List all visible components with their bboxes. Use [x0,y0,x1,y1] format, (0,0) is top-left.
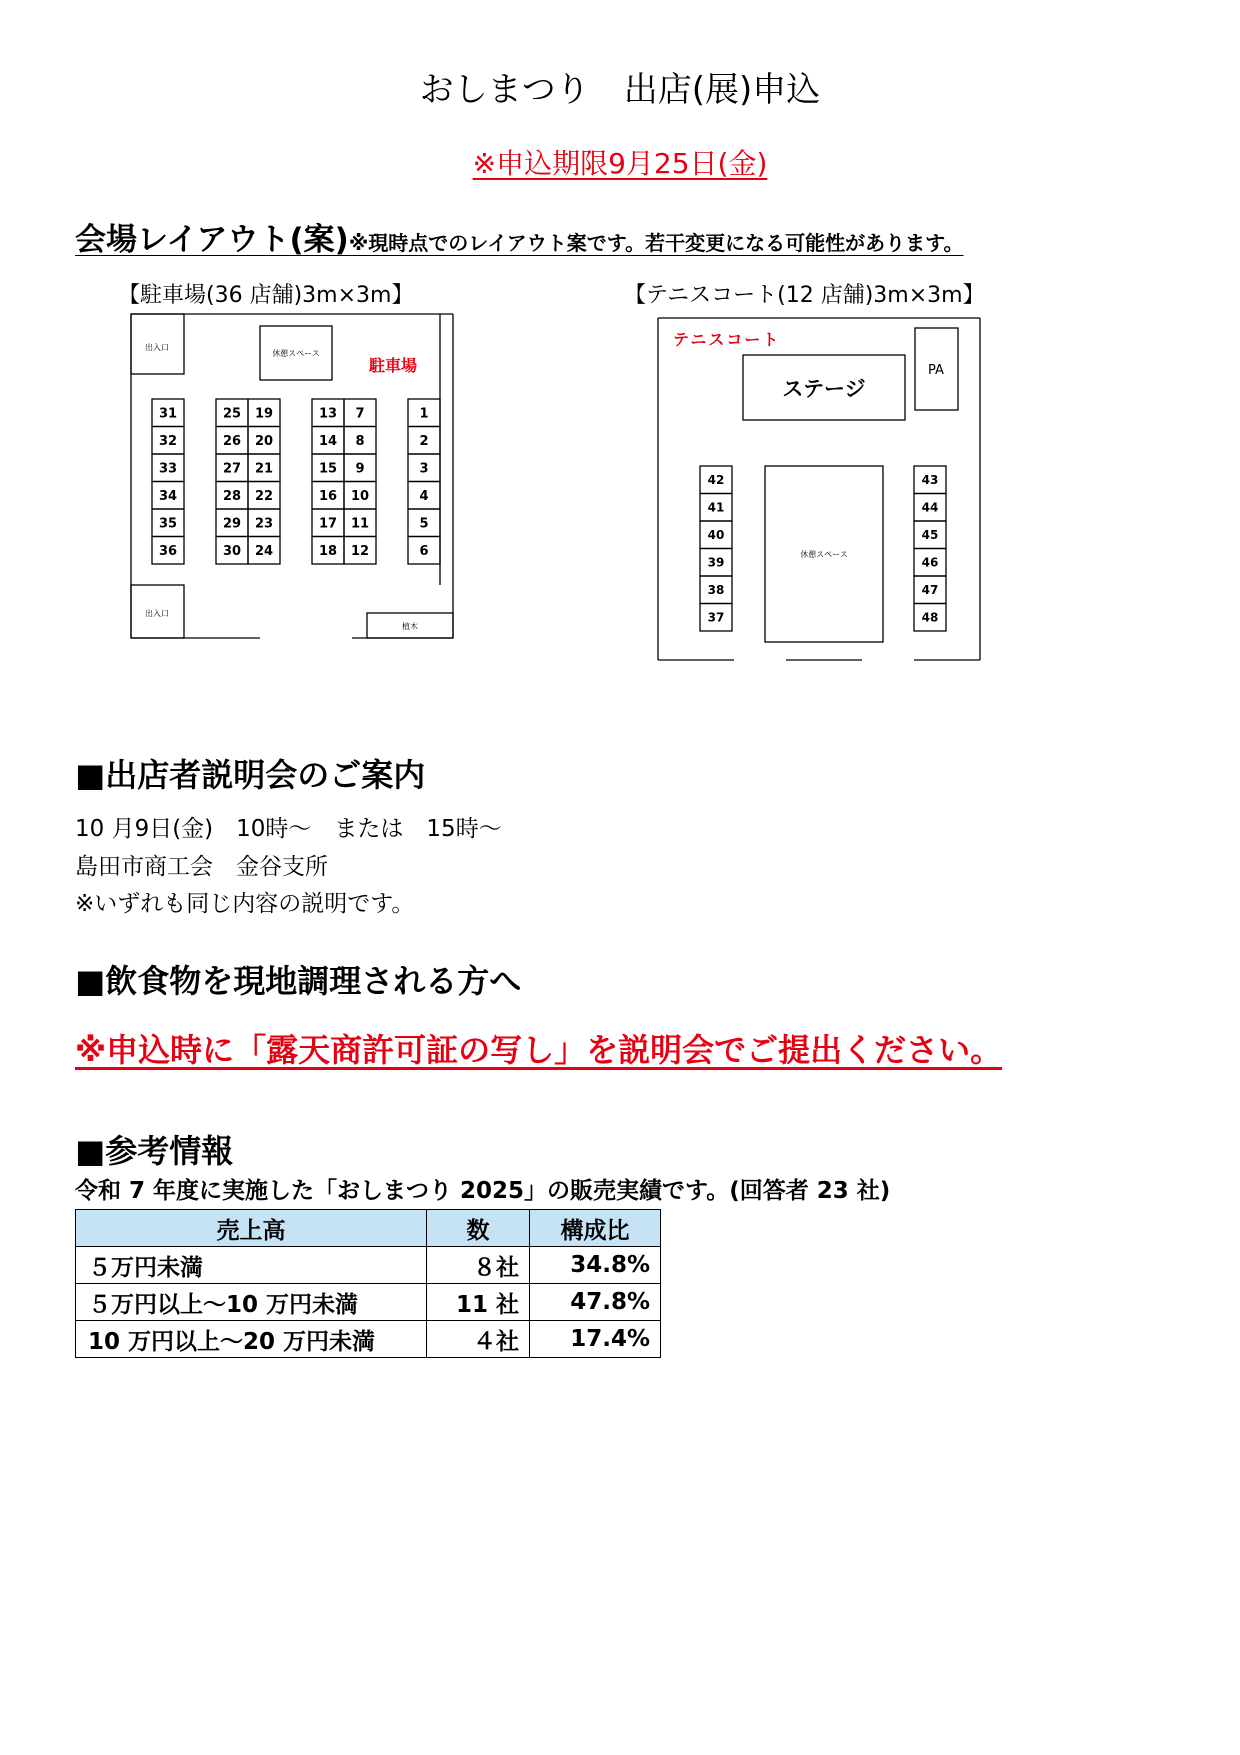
stall-number: 17 [318,516,338,532]
stall-number: 24 [254,543,274,559]
parking-entrance-bottom: 出入口 [145,609,169,618]
stall-number: 21 [254,461,274,477]
briefing-location: 島田市商工会 金谷支所 [75,854,328,880]
page-title: おしまつり 出店(展)申込 [419,70,821,110]
stall-number: 10 [350,488,370,504]
parking-area-label: 駐車場 [368,356,418,375]
stall-number: 16 [318,488,338,504]
stall-number: 20 [254,433,274,449]
stall-number: 1 [419,406,429,422]
row-count: ４社 [427,1321,530,1358]
stall-number: 26 [222,433,242,449]
stall-number: 25 [222,406,242,422]
tennis-area-label: テニスコート [673,330,781,349]
parking-plants: 植木 [402,622,418,631]
stall-number: 9 [355,461,365,477]
sales-table [75,1209,661,1358]
tennis-stalls [700,466,946,631]
row-ratio: 34.8% [530,1247,661,1284]
stall-number: 30 [222,543,242,559]
briefing-heading: ■出店者説明会のご案内 [75,756,426,794]
stall-number: 45 [921,528,939,543]
stall-number: 46 [921,555,939,570]
tennis-caption: 【テニスコート(12 店舗)3m×3m】 [624,283,985,308]
stall-number: 5 [419,516,429,532]
stall-number: 48 [921,610,939,625]
stall-number: 11 [350,516,370,532]
stall-number: 4 [419,488,429,504]
reference-heading: ■参考情報 [75,1132,234,1170]
stall-number: 40 [707,528,725,543]
stall-number: 43 [921,473,939,488]
parking-entrance-top: 出入口 [145,343,169,352]
row-count: 11 社 [427,1284,530,1321]
stall-number: 33 [158,461,178,477]
stall-number: 12 [350,543,370,559]
stall-number: 7 [355,406,365,422]
row-count: ８社 [427,1247,530,1284]
briefing-date: 10 月9日(金) 10時〜 または 15時〜 [75,816,502,842]
stall-number: 39 [707,555,725,570]
stall-number: 19 [254,406,274,422]
row-ratio: 17.4% [530,1321,661,1358]
tennis-rest-space: 休憩スペース [800,550,848,559]
header-sales: 売上高 [76,1210,427,1247]
table-row [76,1284,661,1321]
stall-number: 29 [222,516,242,532]
layout-heading-text: 会場レイアウト(案) [75,222,349,258]
row-sales-range: ５万円未満 [76,1247,427,1284]
stall-number: 2 [419,433,429,449]
tennis-map [0,0,1240,700]
stall-number: 23 [254,516,274,532]
deadline-text: ※申込期限9月25日(金) [472,147,768,180]
stall-number: 14 [318,433,338,449]
stall-number: 32 [158,433,178,449]
stall-number: 37 [707,610,725,625]
stall-number: 15 [318,461,338,477]
stall-number: 22 [254,488,274,504]
row-sales-range: ５万円以上〜10 万円未満 [76,1284,427,1321]
stall-number: 34 [158,488,178,504]
parking-caption: 【駐車場(36 店舗)3m×3m】 [118,283,414,308]
stall-number: 13 [318,406,338,422]
row-ratio: 47.8% [530,1284,661,1321]
stage-label: ステージ [782,377,866,401]
stall-number: 47 [921,583,939,598]
stall-number: 44 [921,500,939,515]
stall-number: 3 [419,461,429,477]
stall-number: 38 [707,583,725,598]
pa-label: PA [928,363,944,378]
reference-note: 令和 7 年度に実施した「おしまつり 2025」の販売実績です。(回答者 23 社) [75,1178,891,1204]
header-count: 数 [427,1210,530,1247]
table-row [76,1247,661,1284]
layout-note: ※現時点でのレイアウト案です。若干変更になる可能性があります。 [348,231,964,255]
stall-number: 31 [158,406,178,422]
header-ratio: 構成比 [530,1210,661,1247]
briefing-note: ※いずれも同じ内容の説明です。 [75,891,415,917]
stall-number: 36 [158,543,178,559]
parking-rest-space: 休憩スペース [272,349,320,358]
stall-number: 6 [419,543,429,559]
food-warning: ※申込時に「露天商許可証の写し」を説明会でご提出ください。 [75,1031,1003,1069]
stall-number: 35 [158,516,178,532]
table-header-row [76,1210,661,1247]
stall-number: 27 [222,461,242,477]
food-heading: ■飲食物を現地調理される方へ [75,962,522,1000]
stall-number: 8 [355,433,365,449]
row-sales-range: 10 万円以上〜20 万円未満 [76,1321,427,1358]
stall-number: 18 [318,543,338,559]
table-row [76,1321,661,1358]
stall-number: 41 [707,500,725,515]
stall-number: 28 [222,488,242,504]
stall-number: 42 [707,473,725,488]
